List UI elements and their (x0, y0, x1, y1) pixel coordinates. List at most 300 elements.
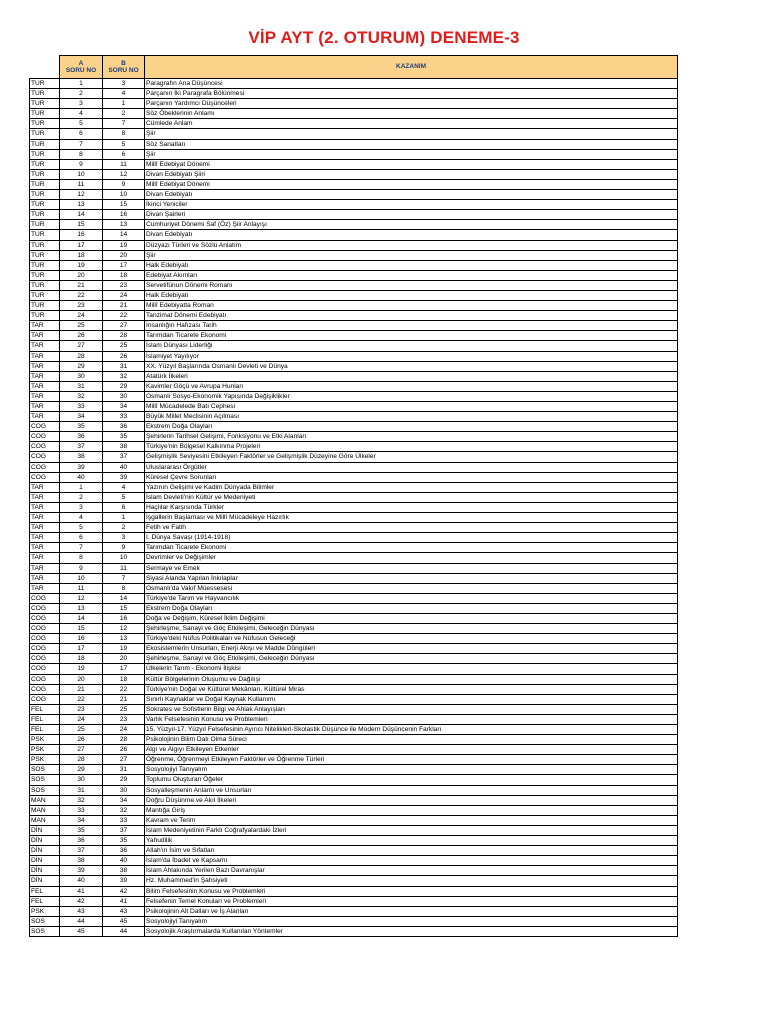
row-subject: TUR (30, 159, 60, 169)
row-kazanim: Divan Şairleri (145, 210, 678, 220)
row-soru-a: 5 (60, 119, 103, 129)
table-row (30, 482, 678, 492)
row-soru-a: 44 (60, 916, 103, 926)
row-soru-a: 28 (60, 351, 103, 361)
row-soru-b: 22 (103, 684, 145, 694)
table-row (30, 866, 678, 876)
table-row (30, 765, 678, 775)
row-soru-b: 4 (103, 482, 145, 492)
row-subject: PSK (30, 735, 60, 745)
table-row (30, 149, 678, 159)
row-kazanim: İslam Devleti'nin Kültür ve Medeniyeti (145, 492, 678, 502)
row-subject: TAR (30, 341, 60, 351)
row-soru-a: 12 (60, 593, 103, 603)
row-kazanim: Şehirleşme, Sanayi ve Göç Etkileşimi, Geleceğin Dünyası (145, 654, 678, 664)
row-subject: TAR (30, 492, 60, 502)
row-soru-b: 26 (103, 745, 145, 755)
table-row (30, 916, 678, 926)
row-subject: TUR (30, 190, 60, 200)
row-subject: TAR (30, 321, 60, 331)
row-kazanim: Bilim Felsefesinin Konusu ve Problemleri (145, 886, 678, 896)
row-soru-b: 43 (103, 906, 145, 916)
row-soru-a: 18 (60, 250, 103, 260)
row-kazanim: İslam Dünyası Liderliği (145, 341, 678, 351)
row-soru-b: 1 (103, 99, 145, 109)
table-row (30, 926, 678, 936)
row-soru-b: 18 (103, 674, 145, 684)
table-row (30, 200, 678, 210)
row-soru-b: 8 (103, 583, 145, 593)
table-row (30, 694, 678, 704)
table-row (30, 805, 678, 815)
row-soru-b: 34 (103, 402, 145, 412)
row-soru-a: 17 (60, 240, 103, 250)
row-soru-b: 9 (103, 543, 145, 553)
row-soru-b: 29 (103, 775, 145, 785)
row-soru-a: 21 (60, 280, 103, 290)
row-soru-a: 1 (60, 79, 103, 89)
row-soru-b: 33 (103, 412, 145, 422)
row-kazanim: Fetih ve Fatih (145, 523, 678, 533)
row-subject: TUR (30, 301, 60, 311)
row-subject: TAR (30, 573, 60, 583)
row-soru-a: 20 (60, 270, 103, 280)
table-header-row (30, 56, 678, 79)
row-subject: COG (30, 462, 60, 472)
row-subject: SOS (30, 916, 60, 926)
row-subject: DİN (30, 836, 60, 846)
row-kazanim: Divan Edebiyatı (145, 230, 678, 240)
table-row (30, 795, 678, 805)
row-soru-a: 35 (60, 422, 103, 432)
row-soru-a: 35 (60, 825, 103, 835)
row-soru-b: 32 (103, 371, 145, 381)
row-soru-b: 9 (103, 179, 145, 189)
row-subject: COG (30, 664, 60, 674)
table-row (30, 402, 678, 412)
row-subject: TUR (30, 200, 60, 210)
table-row (30, 603, 678, 613)
row-soru-a: 8 (60, 553, 103, 563)
table-row (30, 745, 678, 755)
row-soru-a: 7 (60, 543, 103, 553)
row-subject: TAR (30, 331, 60, 341)
row-soru-a: 28 (60, 755, 103, 765)
row-subject: COG (30, 452, 60, 462)
row-soru-b: 14 (103, 230, 145, 240)
row-soru-b: 6 (103, 502, 145, 512)
row-soru-a: 34 (60, 412, 103, 422)
row-subject: TAR (30, 381, 60, 391)
row-soru-a: 39 (60, 866, 103, 876)
row-kazanim: Devrimler ve Değişimler (145, 553, 678, 563)
row-kazanim: Şehirleşme, Sanayi ve Göç Etkileşimi, Geleceğin Dünyası (145, 624, 678, 634)
table-row (30, 351, 678, 361)
row-soru-b: 39 (103, 876, 145, 886)
table-row (30, 381, 678, 391)
row-kazanim: Millî Mücadelede Batı Cephesi (145, 402, 678, 412)
row-subject: TUR (30, 290, 60, 300)
row-soru-b: 23 (103, 714, 145, 724)
row-soru-a: 11 (60, 583, 103, 593)
row-subject: TUR (30, 89, 60, 99)
row-kazanim: Küresel Çevre Sorunları (145, 472, 678, 482)
table-row (30, 674, 678, 684)
row-soru-a: 3 (60, 502, 103, 512)
row-kazanim: Sosyalleşmenin Anlamı ve Unsurları (145, 785, 678, 795)
table-row (30, 785, 678, 795)
table-row (30, 290, 678, 300)
table-row (30, 452, 678, 462)
row-subject: TUR (30, 99, 60, 109)
row-kazanim: I. Dünya Savaşı (1914-1918) (145, 533, 678, 543)
row-kazanim: İkinci Yeniciler (145, 200, 678, 210)
row-soru-b: 12 (103, 624, 145, 634)
row-soru-b: 44 (103, 926, 145, 936)
row-kazanim: Atatürk İlkeleri (145, 371, 678, 381)
row-soru-a: 3 (60, 99, 103, 109)
row-kazanim: İslam Medeniyetinin Farklı Coğrafyalardaki İzleri (145, 825, 678, 835)
table-row (30, 775, 678, 785)
row-kazanim: Varlık Felsefesinin Konusu ve Problemleri (145, 714, 678, 724)
row-soru-a: 19 (60, 260, 103, 270)
row-subject: TAR (30, 553, 60, 563)
row-subject: TUR (30, 311, 60, 321)
row-soru-b: 22 (103, 311, 145, 321)
row-soru-b: 3 (103, 533, 145, 543)
row-soru-a: 29 (60, 361, 103, 371)
table-row (30, 896, 678, 906)
row-soru-a: 36 (60, 432, 103, 442)
row-kazanim: Millî Edebiyatta Roman (145, 301, 678, 311)
row-soru-a: 18 (60, 654, 103, 664)
row-kazanim: Millî Edebiyat Dönemi (145, 179, 678, 189)
row-soru-a: 4 (60, 513, 103, 523)
table-row (30, 513, 678, 523)
table-row (30, 371, 678, 381)
row-soru-a: 29 (60, 765, 103, 775)
table-row (30, 432, 678, 442)
row-soru-b: 4 (103, 89, 145, 99)
row-soru-b: 27 (103, 755, 145, 765)
table-row (30, 472, 678, 482)
row-soru-a: 26 (60, 331, 103, 341)
table-row (30, 846, 678, 856)
row-soru-a: 45 (60, 926, 103, 936)
row-soru-b: 20 (103, 250, 145, 260)
row-subject: PSK (30, 745, 60, 755)
row-soru-b: 29 (103, 381, 145, 391)
row-soru-a: 10 (60, 573, 103, 583)
table-row (30, 462, 678, 472)
row-soru-b: 21 (103, 694, 145, 704)
row-soru-a: 11 (60, 179, 103, 189)
header-col-a-letter: A (78, 59, 84, 67)
header-subject-cell (30, 56, 60, 79)
row-subject: TAR (30, 482, 60, 492)
row-soru-a: 21 (60, 684, 103, 694)
row-soru-b: 13 (103, 634, 145, 644)
row-subject: TAR (30, 502, 60, 512)
row-soru-b: 14 (103, 593, 145, 603)
row-soru-a: 31 (60, 381, 103, 391)
row-kazanim: Halk Edebiyatı (145, 260, 678, 270)
row-soru-b: 3 (103, 79, 145, 89)
row-kazanim: Osmanlı'da Vakıf Müessesesi (145, 583, 678, 593)
table-row (30, 270, 678, 280)
row-soru-b: 17 (103, 664, 145, 674)
row-subject: TAR (30, 412, 60, 422)
row-soru-a: 43 (60, 906, 103, 916)
row-soru-a: 13 (60, 603, 103, 613)
row-kazanim: Haçlılar Karşısında Türkler (145, 502, 678, 512)
table-row (30, 109, 678, 119)
row-kazanim: Kavimler Göçü ve Avrupa Hunları (145, 381, 678, 391)
row-soru-a: 30 (60, 775, 103, 785)
row-kazanim: Düzyazı Türleri ve Sözlü Anlatım (145, 240, 678, 250)
row-subject: TAR (30, 543, 60, 553)
row-kazanim: Parçanın İki Paragrafa Bölünmesi (145, 89, 678, 99)
row-kazanim: Cümlede Anlam (145, 119, 678, 129)
row-kazanim: Mantığa Giriş (145, 805, 678, 815)
row-soru-b: 31 (103, 361, 145, 371)
row-kazanim: Kültür Bölgelerinin Oluşumu ve Dağılışı (145, 674, 678, 684)
row-subject: FEL (30, 886, 60, 896)
row-subject: COG (30, 442, 60, 452)
table-row (30, 654, 678, 664)
row-soru-a: 33 (60, 805, 103, 815)
table-row (30, 129, 678, 139)
row-soru-a: 13 (60, 200, 103, 210)
row-soru-b: 2 (103, 523, 145, 533)
table-row (30, 422, 678, 432)
row-kazanim: İşgallerin Başlaması ve Millî Mücadeleye Hazırlık (145, 513, 678, 523)
row-soru-b: 39 (103, 472, 145, 482)
row-soru-a: 36 (60, 836, 103, 846)
table-row (30, 573, 678, 583)
row-soru-a: 20 (60, 674, 103, 684)
row-kazanim: Psikolojinin Alt Dalları ve İş Alanları (145, 906, 678, 916)
row-soru-b: 28 (103, 331, 145, 341)
row-kazanim: Tanzimat Dönemi Edebiyatı (145, 311, 678, 321)
row-subject: DİN (30, 846, 60, 856)
row-subject: COG (30, 694, 60, 704)
row-soru-b: 42 (103, 886, 145, 896)
row-subject: COG (30, 613, 60, 623)
table-row (30, 321, 678, 331)
table-row (30, 613, 678, 623)
row-soru-a: 30 (60, 371, 103, 381)
table-row (30, 583, 678, 593)
row-kazanim: Divan Edebiyatı (145, 190, 678, 200)
row-soru-b: 7 (103, 119, 145, 129)
row-kazanim: Türkiye'nin Bölgesel Kalkınma Projeleri (145, 442, 678, 452)
row-soru-b: 31 (103, 765, 145, 775)
row-soru-b: 27 (103, 321, 145, 331)
row-subject: MAN (30, 805, 60, 815)
row-subject: FEL (30, 896, 60, 906)
row-subject: SOS (30, 765, 60, 775)
row-soru-b: 34 (103, 795, 145, 805)
row-kazanim: Türkiye'nin Doğal ve Kültürel Mekânları, Kültürel Miras (145, 684, 678, 694)
row-soru-b: 19 (103, 240, 145, 250)
row-kazanim: Felsefenin Temel Konuları ve Problemleri (145, 896, 678, 906)
row-kazanim: Öğrenme, Öğrenmeyi Etkileyen Faktörler ve Öğrenme Türleri (145, 755, 678, 765)
table-row (30, 492, 678, 502)
row-soru-b: 18 (103, 270, 145, 280)
row-subject: DİN (30, 866, 60, 876)
row-soru-b: 32 (103, 805, 145, 815)
table-row (30, 331, 678, 341)
row-soru-b: 8 (103, 129, 145, 139)
row-soru-a: 2 (60, 492, 103, 502)
table-row (30, 593, 678, 603)
row-soru-b: 16 (103, 613, 145, 623)
table-row (30, 190, 678, 200)
row-subject: TUR (30, 79, 60, 89)
row-soru-a: 4 (60, 109, 103, 119)
row-soru-a: 40 (60, 472, 103, 482)
row-soru-b: 40 (103, 856, 145, 866)
row-kazanim: Ekstrem Doğa Olayları (145, 422, 678, 432)
row-soru-a: 16 (60, 634, 103, 644)
row-subject: SOS (30, 926, 60, 936)
row-soru-a: 24 (60, 714, 103, 724)
row-subject: TUR (30, 220, 60, 230)
row-soru-a: 8 (60, 149, 103, 159)
row-kazanim: Şiir (145, 250, 678, 260)
row-kazanim: Sosyolojik Araştırmalarda Kullanılan Yöntemler (145, 926, 678, 936)
row-soru-b: 12 (103, 169, 145, 179)
row-soru-b: 41 (103, 896, 145, 906)
row-soru-a: 25 (60, 321, 103, 331)
table-row (30, 644, 678, 654)
row-soru-b: 17 (103, 260, 145, 270)
row-soru-b: 21 (103, 301, 145, 311)
row-soru-b: 24 (103, 290, 145, 300)
row-kazanim: İnsanlığın Hafızası Tarih (145, 321, 678, 331)
row-subject: TAR (30, 361, 60, 371)
row-soru-b: 20 (103, 654, 145, 664)
table-row (30, 815, 678, 825)
row-soru-a: 22 (60, 290, 103, 300)
row-soru-a: 25 (60, 725, 103, 735)
row-subject: TUR (30, 119, 60, 129)
row-soru-a: 27 (60, 745, 103, 755)
row-subject: TUR (30, 109, 60, 119)
row-subject: TAR (30, 371, 60, 381)
row-soru-a: 14 (60, 210, 103, 220)
table-row (30, 412, 678, 422)
row-kazanim: Edebiyat Akımları (145, 270, 678, 280)
row-subject: TUR (30, 280, 60, 290)
row-soru-b: 2 (103, 109, 145, 119)
row-subject: TAR (30, 402, 60, 412)
row-soru-b: 36 (103, 422, 145, 432)
table-row (30, 159, 678, 169)
row-subject: COG (30, 654, 60, 664)
row-soru-a: 9 (60, 563, 103, 573)
row-subject: TUR (30, 210, 60, 220)
kazanim-table (29, 55, 678, 937)
row-soru-b: 25 (103, 341, 145, 351)
row-subject: SOS (30, 785, 60, 795)
row-soru-b: 30 (103, 391, 145, 401)
row-subject: PSK (30, 906, 60, 916)
row-soru-a: 26 (60, 735, 103, 745)
row-subject: TAR (30, 391, 60, 401)
row-subject: MAN (30, 795, 60, 805)
row-soru-a: 15 (60, 220, 103, 230)
table-row (30, 210, 678, 220)
row-kazanim: Paragrafın Ana Düşüncesi (145, 79, 678, 89)
row-soru-b: 5 (103, 492, 145, 502)
row-soru-a: 6 (60, 533, 103, 543)
row-kazanim: Sermaye ve Emek (145, 563, 678, 573)
row-subject: SOS (30, 775, 60, 785)
row-soru-b: 15 (103, 200, 145, 210)
table-row (30, 260, 678, 270)
table-row (30, 79, 678, 89)
row-soru-b: 38 (103, 866, 145, 876)
row-soru-b: 35 (103, 432, 145, 442)
table-row (30, 836, 678, 846)
row-subject: TUR (30, 139, 60, 149)
row-subject: PSK (30, 755, 60, 765)
row-subject: FEL (30, 714, 60, 724)
row-soru-a: 37 (60, 846, 103, 856)
table-row (30, 169, 678, 179)
table-row (30, 735, 678, 745)
table-row (30, 311, 678, 321)
table-row (30, 553, 678, 563)
row-soru-b: 28 (103, 735, 145, 745)
row-soru-b: 40 (103, 462, 145, 472)
row-subject: DİN (30, 876, 60, 886)
row-soru-a: 1 (60, 482, 103, 492)
row-soru-b: 26 (103, 351, 145, 361)
row-kazanim: Doğru Düşünme ve Akıl İlkeleri (145, 795, 678, 805)
row-kazanim: Siyasi Alanda Yapılan İnkılaplar (145, 573, 678, 583)
header-col-a (60, 56, 103, 79)
table-row (30, 856, 678, 866)
row-kazanim: Divan Edebiyatı Şiiri (145, 169, 678, 179)
row-subject: TUR (30, 169, 60, 179)
table-row (30, 179, 678, 189)
row-subject: TUR (30, 260, 60, 270)
row-soru-b: 10 (103, 190, 145, 200)
row-subject: COG (30, 684, 60, 694)
row-soru-b: 30 (103, 785, 145, 795)
row-soru-a: 38 (60, 856, 103, 866)
row-soru-a: 16 (60, 230, 103, 240)
table-row (30, 89, 678, 99)
row-soru-a: 33 (60, 402, 103, 412)
table-row (30, 280, 678, 290)
table-row (30, 250, 678, 260)
row-kazanim: Sokrates ve Sofistlerin Bilgi ve Ahlak Anlayışları (145, 704, 678, 714)
row-kazanim: Servetifünun Dönemi Romanı (145, 280, 678, 290)
row-kazanim: Osmanlı Sosyo-Ekonomik Yapısında Değişiklikler (145, 391, 678, 401)
row-subject: FEL (30, 704, 60, 714)
table-row (30, 240, 678, 250)
row-soru-b: 11 (103, 159, 145, 169)
row-soru-a: 15 (60, 624, 103, 634)
row-kazanim: Allah'ın İsim ve Sıfatları (145, 846, 678, 856)
row-subject: COG (30, 472, 60, 482)
table-row (30, 634, 678, 644)
row-kazanim: Gelişmişlik Seviyesini Etkileyen Faktörler ve Gelişmişlik Düzeyine Göre Ülkeler (145, 452, 678, 462)
